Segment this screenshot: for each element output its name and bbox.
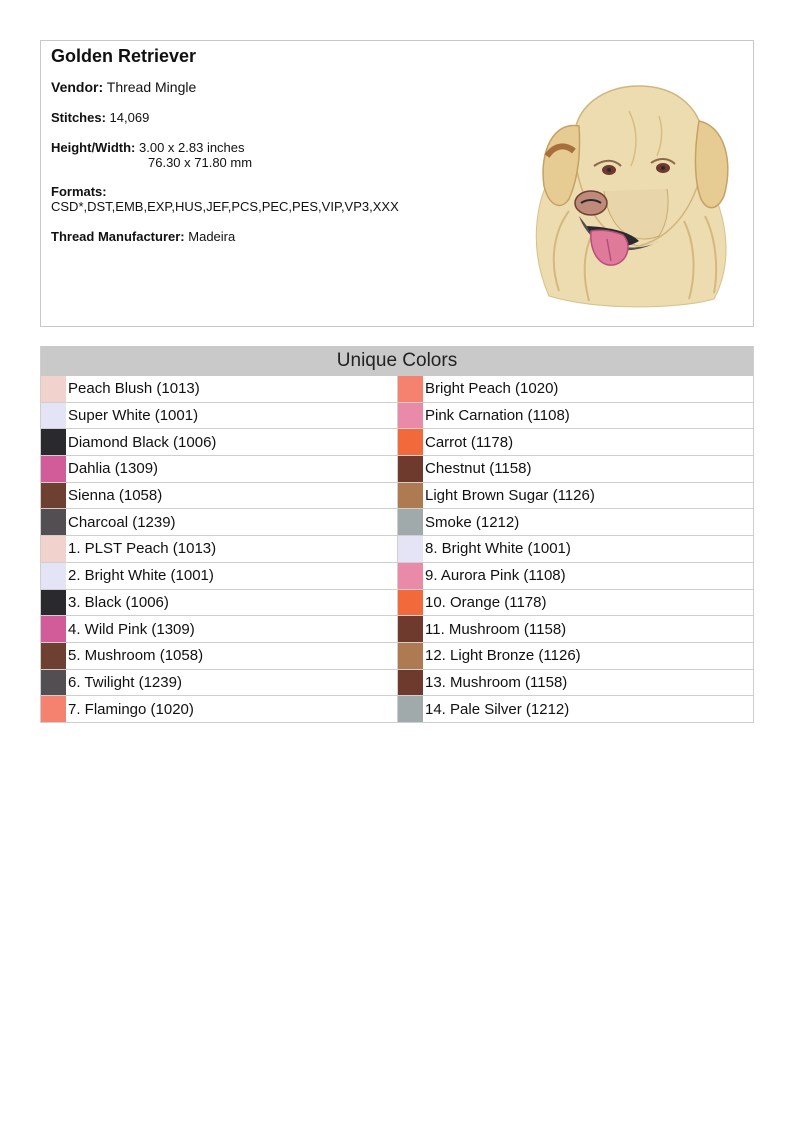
color-row	[398, 670, 753, 697]
color-swatch	[398, 670, 423, 696]
color-label: Chestnut (1158)	[425, 460, 532, 478]
vendor-field	[51, 80, 196, 95]
size-inches: 3.00 x 2.83 inches	[139, 140, 245, 155]
color-row	[398, 429, 753, 456]
color-label: 7. Flamingo (1020)	[68, 700, 194, 718]
golden-retriever-embroidery-icon	[519, 71, 739, 311]
vendor-label: Vendor:	[51, 79, 104, 95]
color-row	[398, 376, 753, 403]
color-swatch	[41, 670, 66, 696]
color-row	[41, 616, 397, 643]
color-label: Carrot (1178)	[425, 433, 514, 451]
unique-colors-header: Unique Colors	[41, 346, 753, 376]
color-swatch	[41, 456, 66, 482]
color-label: Pink Carnation (1108)	[425, 407, 570, 425]
color-row	[41, 643, 397, 670]
color-label: Super White (1001)	[68, 407, 199, 425]
color-swatch	[41, 616, 66, 642]
color-row	[398, 563, 753, 590]
color-row	[398, 616, 753, 643]
color-label: Bright Peach (1020)	[425, 380, 559, 398]
color-row	[398, 509, 753, 536]
color-swatch	[398, 590, 423, 616]
color-label: 13. Mushroom (1158)	[425, 673, 568, 691]
color-swatch	[398, 563, 423, 589]
color-label: 5. Mushroom (1058)	[68, 647, 204, 665]
color-row	[398, 536, 753, 563]
color-label: 12. Light Bronze (1126)	[425, 647, 581, 665]
color-label: 11. Mushroom (1158)	[425, 620, 567, 638]
size-mm: 76.30 x 71.80 mm	[148, 155, 253, 170]
color-swatch	[41, 696, 66, 722]
color-label: Charcoal (1239)	[68, 513, 176, 531]
formats-field	[51, 184, 399, 214]
thread-manufacturer-field	[51, 229, 235, 244]
color-swatch	[398, 509, 423, 535]
thread-manufacturer-label: Thread Manufacturer:	[51, 229, 185, 244]
color-swatch	[398, 483, 423, 509]
color-swatch	[41, 590, 66, 616]
color-row	[41, 429, 397, 456]
colors-column-right	[397, 376, 753, 723]
color-swatch	[398, 403, 423, 429]
colors-grid	[41, 376, 753, 723]
color-label: Light Brown Sugar (1126)	[425, 487, 595, 505]
stitches-label: Stitches:	[51, 110, 106, 125]
vendor-value: Thread Mingle	[106, 79, 197, 95]
color-swatch	[398, 376, 423, 402]
color-swatch	[41, 536, 66, 562]
color-row	[398, 456, 753, 483]
color-row	[41, 563, 397, 590]
color-swatch	[398, 429, 423, 455]
color-label: 1. PLST Peach (1013)	[68, 540, 217, 558]
color-row	[398, 590, 753, 617]
color-row	[398, 696, 753, 723]
color-row	[41, 509, 397, 536]
color-row	[41, 536, 397, 563]
color-label: 9. Aurora Pink (1108)	[425, 567, 566, 585]
color-swatch	[41, 483, 66, 509]
color-swatch	[41, 509, 66, 535]
color-label: Diamond Black (1006)	[68, 433, 217, 451]
color-swatch	[398, 696, 423, 722]
color-label: 4. Wild Pink (1309)	[68, 620, 195, 638]
color-swatch	[398, 643, 423, 669]
color-label: 14. Pale Silver (1212)	[425, 700, 570, 718]
color-label: 2. Bright White (1001)	[68, 567, 214, 585]
color-swatch	[41, 376, 66, 402]
color-swatch	[41, 643, 66, 669]
stitches-value: 14,069	[109, 110, 150, 125]
color-row	[41, 590, 397, 617]
color-swatch	[41, 403, 66, 429]
color-label: Dahlia (1309)	[68, 460, 159, 478]
colors-column-left	[41, 376, 397, 723]
design-title: Golden Retriever	[51, 46, 197, 66]
color-row	[398, 483, 753, 510]
height-width-label: Height/Width:	[51, 140, 136, 155]
color-label: 8. Bright White (1001)	[425, 540, 571, 558]
unique-colors-table	[40, 346, 754, 723]
design-info-card	[40, 40, 754, 327]
color-label: Sienna (1058)	[68, 487, 163, 505]
color-swatch	[398, 456, 423, 482]
color-row	[398, 403, 753, 430]
color-label: Smoke (1212)	[425, 513, 520, 531]
color-swatch	[41, 429, 66, 455]
color-row	[41, 670, 397, 697]
color-swatch	[398, 616, 423, 642]
stitches-field	[51, 110, 149, 125]
color-row	[41, 696, 397, 723]
color-label: 3. Black (1006)	[68, 593, 169, 611]
color-label: Peach Blush (1013)	[68, 380, 200, 398]
color-row	[41, 376, 397, 403]
color-row	[398, 643, 753, 670]
thread-manufacturer-value: Madeira	[188, 229, 236, 244]
height-width-field	[51, 140, 252, 170]
color-row	[41, 456, 397, 483]
color-row	[41, 483, 397, 510]
color-swatch	[398, 536, 423, 562]
color-swatch	[41, 563, 66, 589]
formats-label: Formats:	[51, 184, 107, 199]
color-label: 10. Orange (1178)	[425, 593, 547, 611]
color-label: 6. Twilight (1239)	[68, 673, 182, 691]
formats-list: CSD*,DST,EMB,EXP,HUS,JEF,PCS,PEC,PES,VIP,VP3,XXX	[51, 199, 399, 214]
color-row	[41, 403, 397, 430]
